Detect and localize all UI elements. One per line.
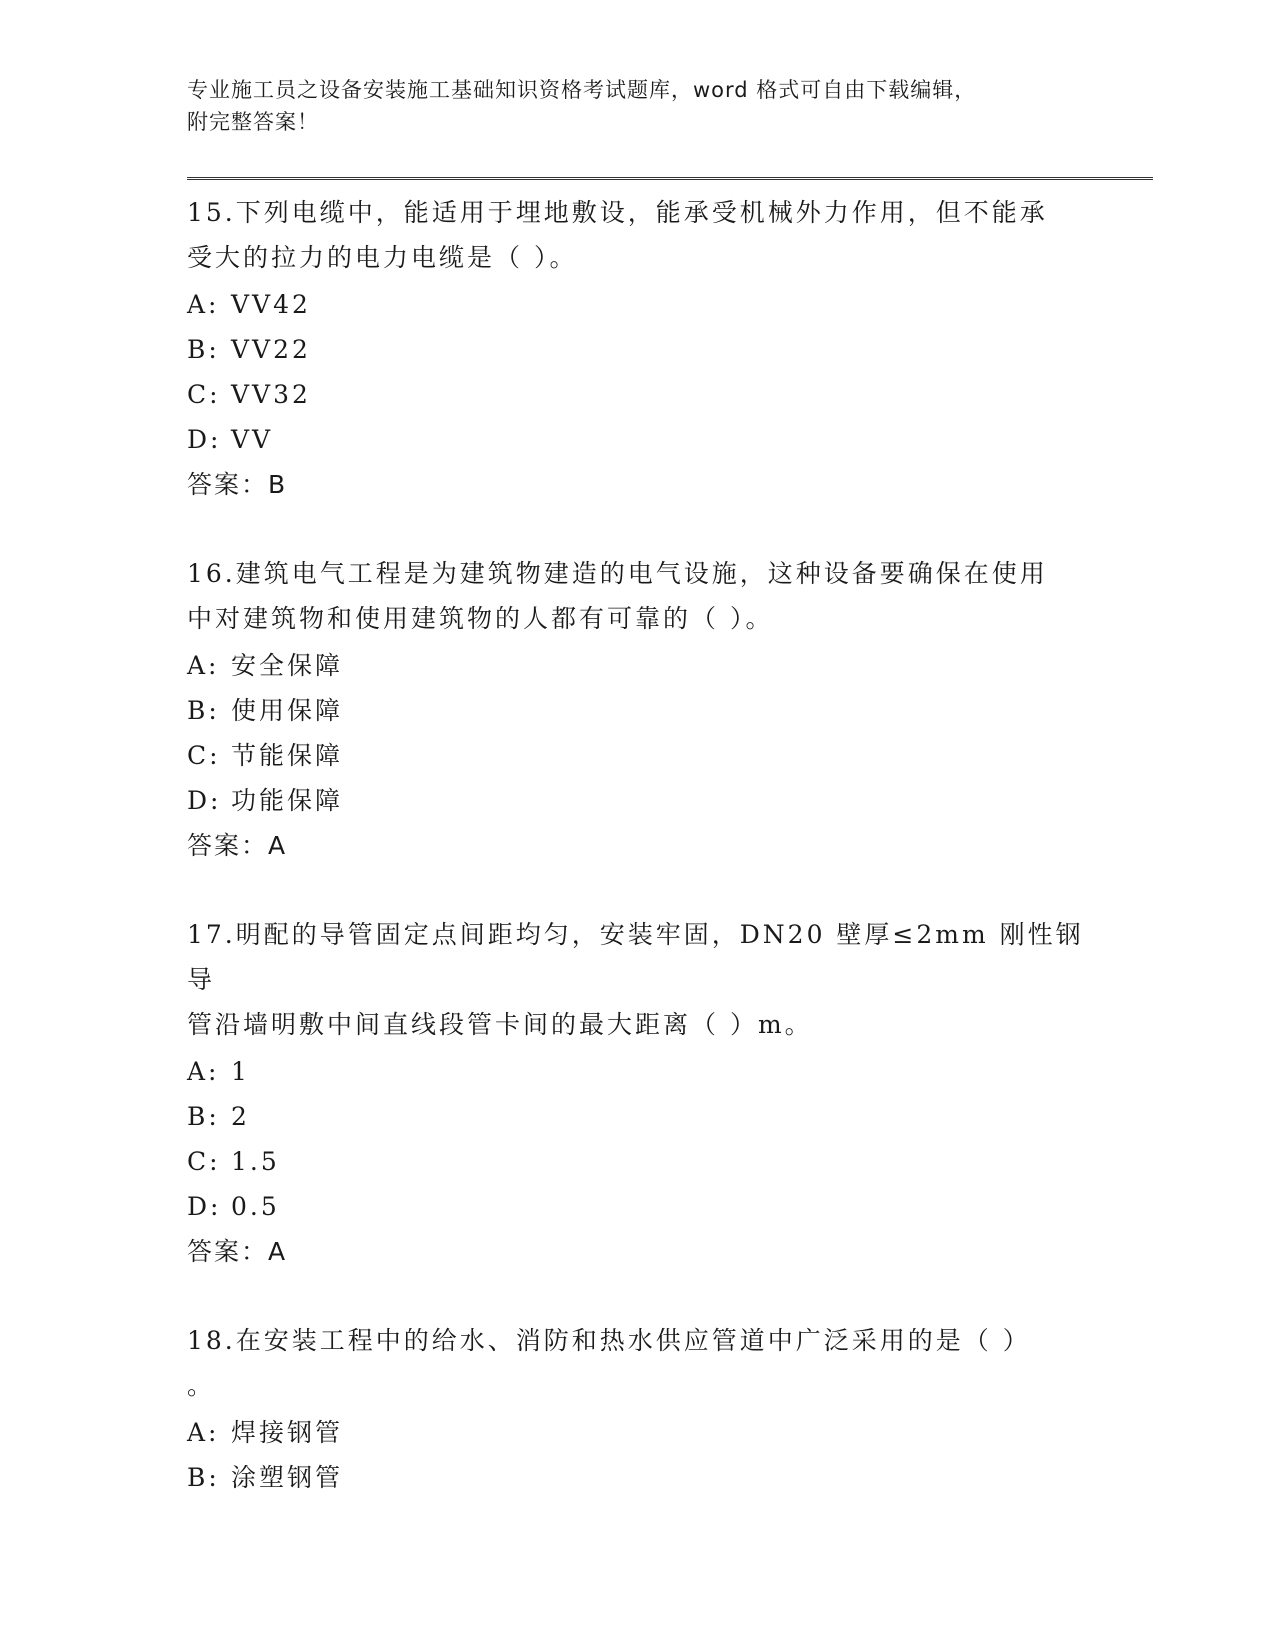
option-letter: D: <box>187 786 222 815</box>
option-a <box>187 1049 1087 1094</box>
stem-line-2: 中对建筑物和使用建筑物的人都有可靠的（ ）。 <box>187 604 774 633</box>
answer-line: 答案：A <box>187 831 288 860</box>
option-b <box>187 327 1087 372</box>
option-letter: C: <box>187 741 221 770</box>
stem-line-2: 受大的拉力的电力电缆是（ ）。 <box>187 243 578 272</box>
header-line-2: 附完整答案！ <box>187 110 319 134</box>
option-a <box>187 282 1087 327</box>
option-text: 焊接钢管 <box>231 1418 344 1447</box>
option-text: VV42 <box>231 290 311 319</box>
option-text: 节能保障 <box>231 741 344 770</box>
answer-line: 答案：B <box>187 470 288 499</box>
question-stem <box>187 1318 1087 1408</box>
option-text: VV32 <box>231 380 311 409</box>
option-letter: B: <box>187 696 220 725</box>
option-a <box>187 1410 1087 1455</box>
option-letter: D: <box>187 425 222 454</box>
option-text: VV22 <box>231 335 311 364</box>
question-16 <box>187 551 1087 868</box>
option-text: 2 <box>231 1102 250 1131</box>
question-stem <box>187 190 1087 280</box>
stem-line-2: 管沿墙明敷中间直线段管卡间的最大距离（ ）m。 <box>187 1010 813 1039</box>
option-text: 涂塑钢管 <box>231 1463 344 1492</box>
option-text: 0.5 <box>231 1192 280 1221</box>
option-text: 1 <box>231 1057 250 1086</box>
option-d <box>187 778 1087 823</box>
stem-line-1: 16.建筑电气工程是为建筑物建造的电气设施，这种设备要确保在使用 <box>187 559 1048 588</box>
option-b <box>187 1094 1087 1139</box>
document-header <box>187 74 1067 138</box>
option-letter: A: <box>187 290 220 319</box>
option-letter: D: <box>187 1192 222 1221</box>
option-text: 功能保障 <box>231 786 344 815</box>
stem-line-2: 。 <box>187 1371 216 1400</box>
option-letter: B: <box>187 1102 220 1131</box>
question-stem <box>187 912 1087 1047</box>
option-text: 安全保障 <box>231 651 344 680</box>
option-b <box>187 688 1087 733</box>
header-line-1: 专业施工员之设备安装施工基础知识资格考试题库，word 格式可自由下载编辑， <box>187 78 977 102</box>
question-17 <box>187 912 1087 1274</box>
option-c <box>187 1139 1087 1184</box>
option-b <box>187 1455 1087 1500</box>
option-text: 使用保障 <box>231 696 344 725</box>
option-c <box>187 372 1087 417</box>
option-letter: B: <box>187 335 220 364</box>
stem-line-1: 17.明配的导管固定点间距均匀，安装牢固，DN20 壁厚≤2mm 刚性钢导 <box>187 920 1084 994</box>
question-18 <box>187 1318 1087 1500</box>
option-d <box>187 1184 1087 1229</box>
question-15 <box>187 190 1087 507</box>
option-letter: A: <box>187 651 220 680</box>
option-d <box>187 417 1087 462</box>
option-letter: C: <box>187 380 221 409</box>
answer-line: 答案：A <box>187 1237 288 1266</box>
option-text: VV <box>231 425 274 454</box>
option-letter: B: <box>187 1463 220 1492</box>
question-stem <box>187 551 1087 641</box>
option-c <box>187 733 1087 778</box>
header-divider <box>187 177 1153 180</box>
option-letter: A: <box>187 1057 220 1086</box>
stem-line-1: 15.下列电缆中，能适用于埋地敷设，能承受机械外力作用，但不能承 <box>187 198 1048 227</box>
question-list <box>187 190 1087 1544</box>
option-letter: C: <box>187 1147 221 1176</box>
stem-line-1: 18.在安装工程中的给水、消防和热水供应管道中广泛采用的是（ ） <box>187 1326 1031 1355</box>
option-letter: A: <box>187 1418 220 1447</box>
option-a <box>187 643 1087 688</box>
option-text: 1.5 <box>231 1147 280 1176</box>
